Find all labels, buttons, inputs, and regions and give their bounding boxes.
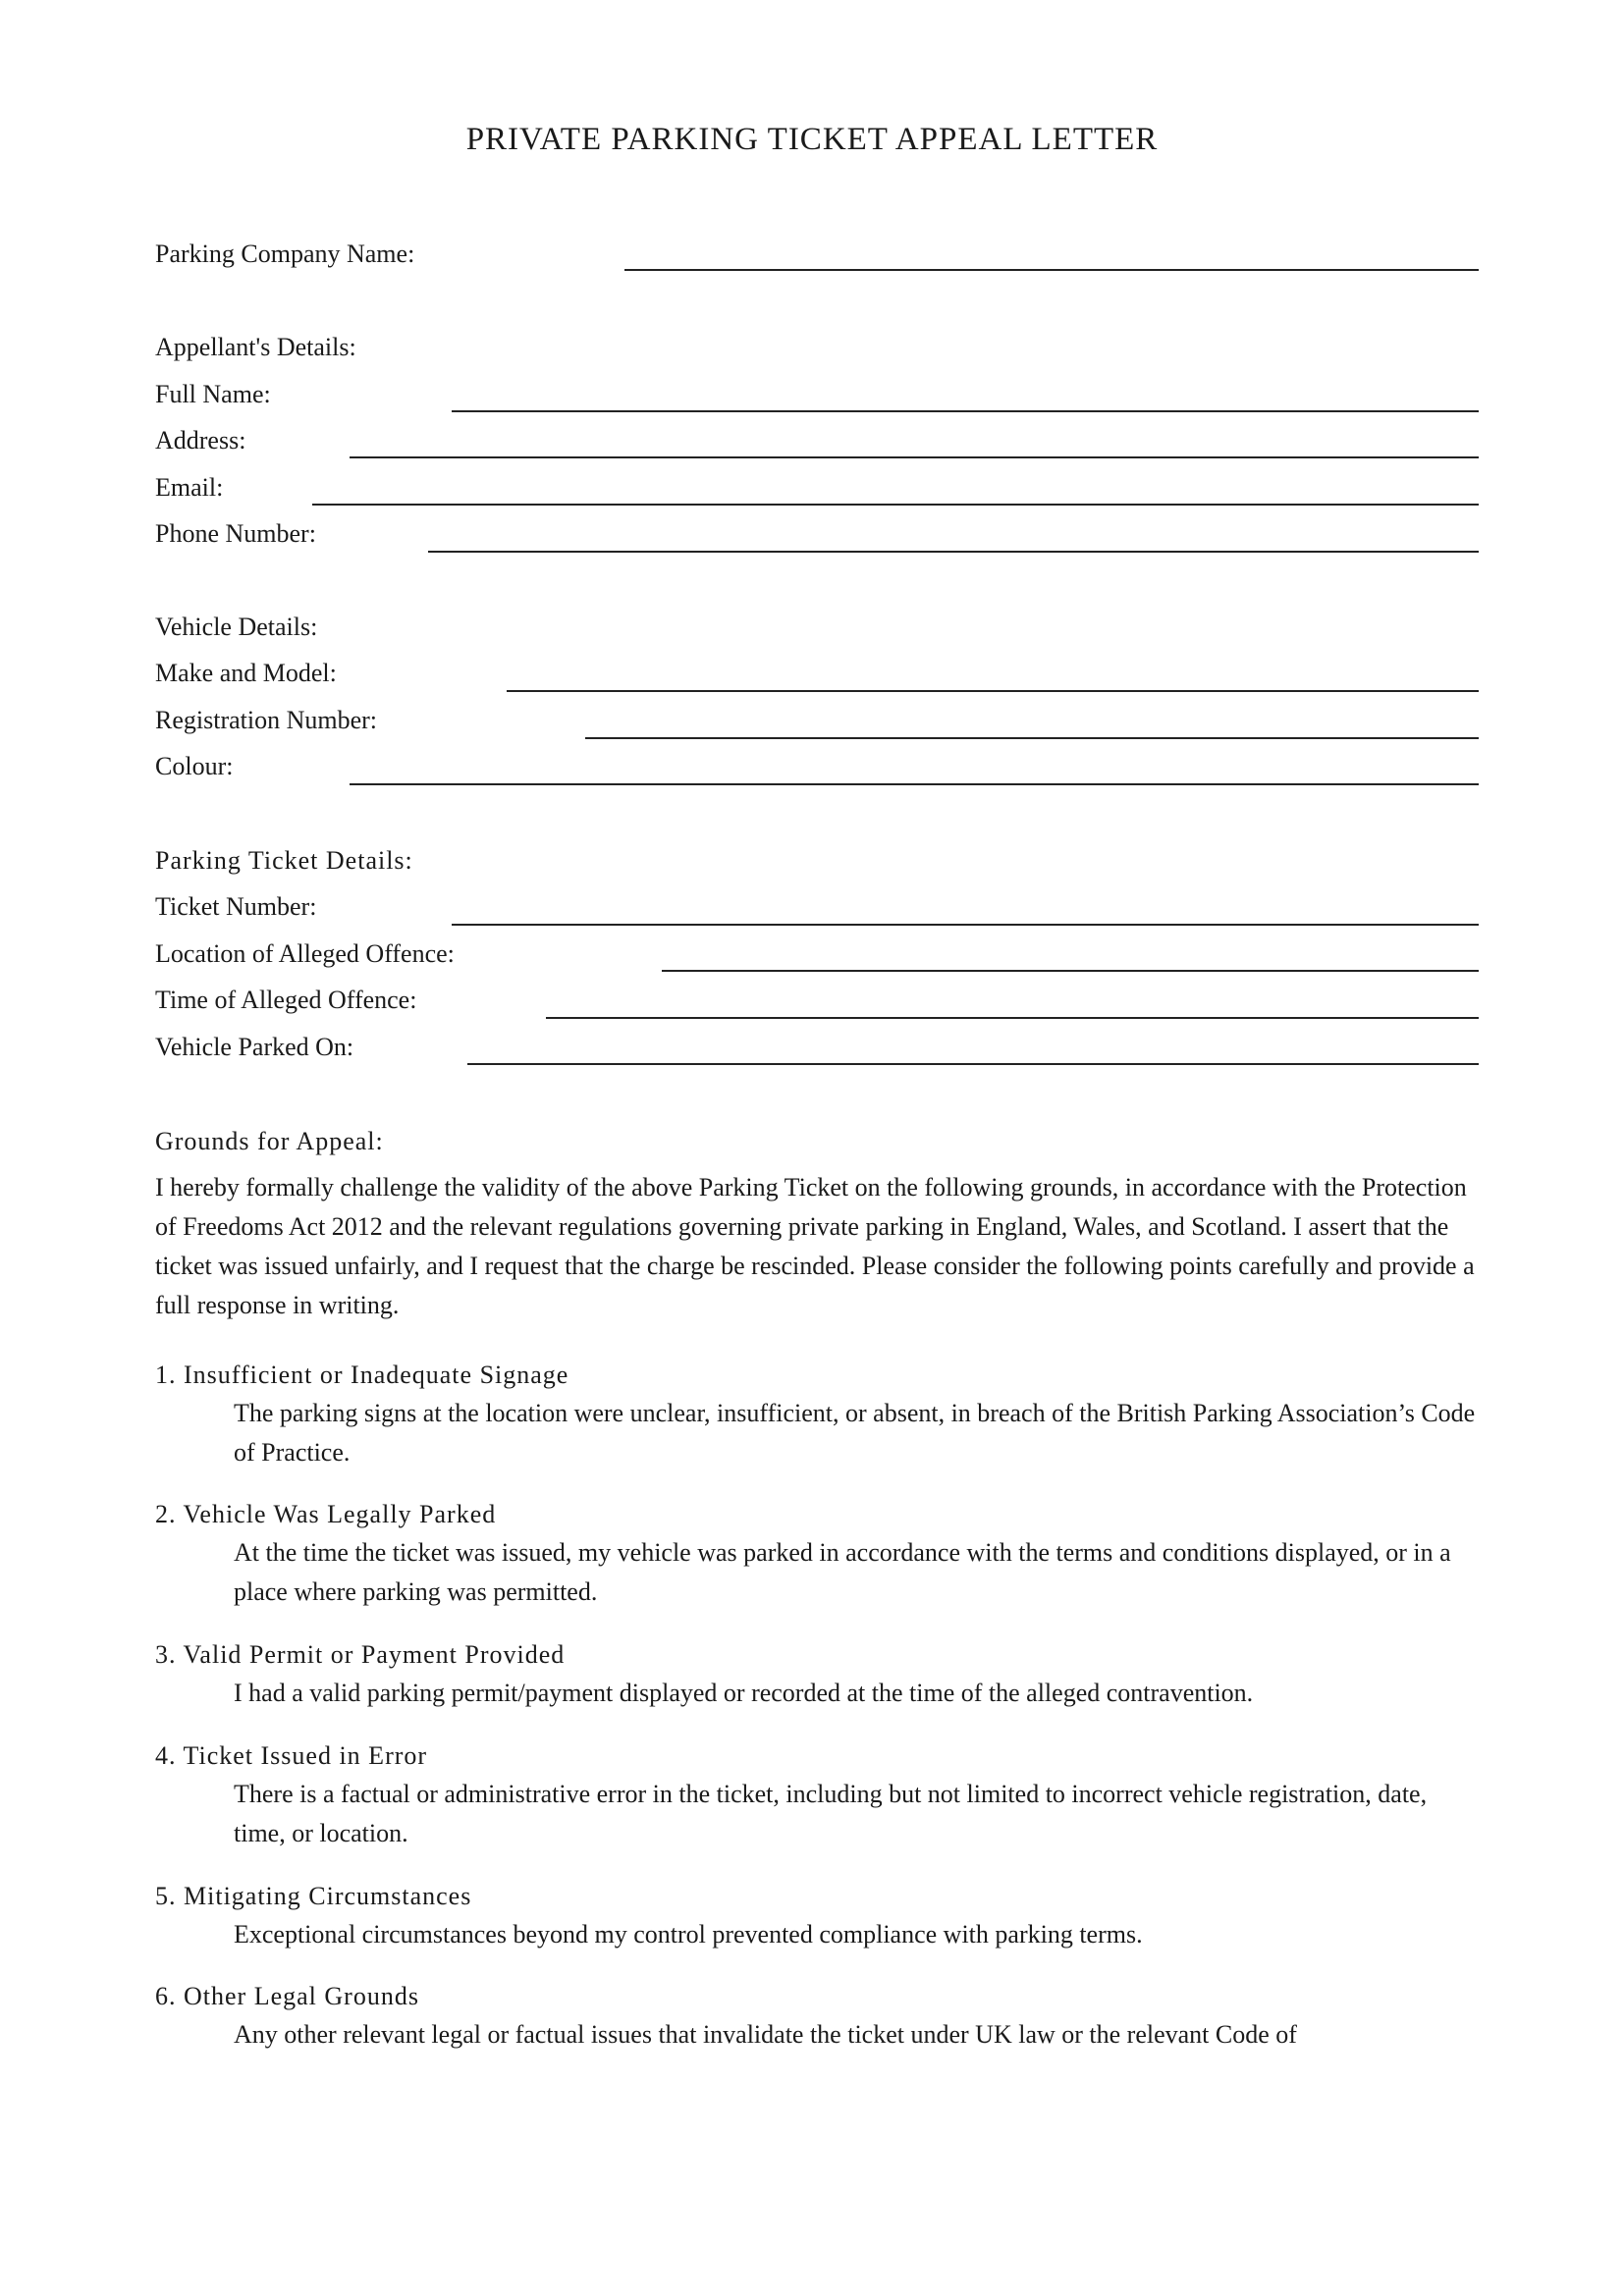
appellant-heading: Appellant's Details:	[155, 333, 356, 361]
ground-item-body: The parking signs at the location were unclear, insufficient, or absent, in breach of the British Parking Association’s Code of Practice.	[234, 1399, 1476, 1467]
ticket-number-label: Ticket Number:	[155, 892, 317, 921]
colour-label: Colour:	[155, 752, 234, 780]
ticket-number-field[interactable]	[452, 924, 1479, 926]
vehicle-heading: Vehicle Details:	[155, 613, 318, 641]
parked-on-label: Vehicle Parked On:	[155, 1033, 354, 1061]
email-label: Email:	[155, 473, 224, 502]
ground-item-title: 3. Valid Permit or Payment Provided	[155, 1640, 566, 1669]
registration-field[interactable]	[585, 737, 1479, 739]
phone-field[interactable]	[428, 551, 1479, 553]
make-model-label: Make and Model:	[155, 659, 337, 687]
ground-item-title: 6. Other Legal Grounds	[155, 1982, 419, 2010]
time-field[interactable]	[546, 1017, 1479, 1019]
address-label: Address:	[155, 426, 246, 454]
full-name-label: Full Name:	[155, 380, 271, 408]
ground-item-title: 2. Vehicle Was Legally Parked	[155, 1500, 497, 1528]
parked-on-field[interactable]	[467, 1063, 1479, 1065]
company-name-label: Parking Company Name:	[155, 240, 415, 268]
colour-field[interactable]	[350, 783, 1479, 785]
ground-item-title: 5. Mitigating Circumstances	[155, 1882, 472, 1910]
full-name-field[interactable]	[452, 410, 1479, 412]
ground-item-body: There is a factual or administrative error in the ticket, including but not limited to incorrect vehicle registration, date, time, or location.	[234, 1780, 1428, 1847]
ground-item-body: Any other relevant legal or factual issues that invalidate the ticket under UK law or the relevant Code of	[234, 2020, 1297, 2049]
ground-item-body: At the time the ticket was issued, my vehicle was parked in accordance with the terms and conditions displayed, or in a place where parking was permitted.	[234, 1538, 1451, 1606]
registration-label: Registration Number:	[155, 706, 378, 734]
ground-item-body: I had a valid parking permit/payment displayed or recorded at the time of the alleged contravention.	[234, 1679, 1254, 1707]
time-label: Time of Alleged Offence:	[155, 986, 417, 1014]
location-label: Location of Alleged Offence:	[155, 939, 455, 968]
grounds-intro: I hereby formally challenge the validity of the above Parking Ticket on the following grounds, in accordance with the Protection of Freedoms Act 2012 and the relevant regulations governing private parking in England, Wales, and Scotland. I assert that the ticket was issued unfairly, and I request that the charge be rescinded. Please consider the following points carefully and provide a full response in writing.	[155, 1173, 1475, 1319]
phone-label: Phone Number:	[155, 519, 316, 548]
ticket-heading: Parking Ticket Details:	[155, 846, 413, 875]
ground-item-title: 4. Ticket Issued in Error	[155, 1741, 428, 1770]
email-field[interactable]	[312, 504, 1479, 506]
grounds-heading: Grounds for Appeal:	[155, 1127, 384, 1155]
ground-item-title: 1. Insufficient or Inadequate Signage	[155, 1361, 569, 1389]
make-model-field[interactable]	[507, 690, 1479, 692]
ground-item-body: Exceptional circumstances beyond my control prevented compliance with parking terms.	[234, 1920, 1143, 1949]
address-field[interactable]	[350, 456, 1479, 458]
location-field[interactable]	[662, 970, 1479, 972]
document-title: PRIVATE PARKING TICKET APPEAL LETTER	[465, 122, 1159, 157]
company-name-field[interactable]	[624, 269, 1479, 271]
